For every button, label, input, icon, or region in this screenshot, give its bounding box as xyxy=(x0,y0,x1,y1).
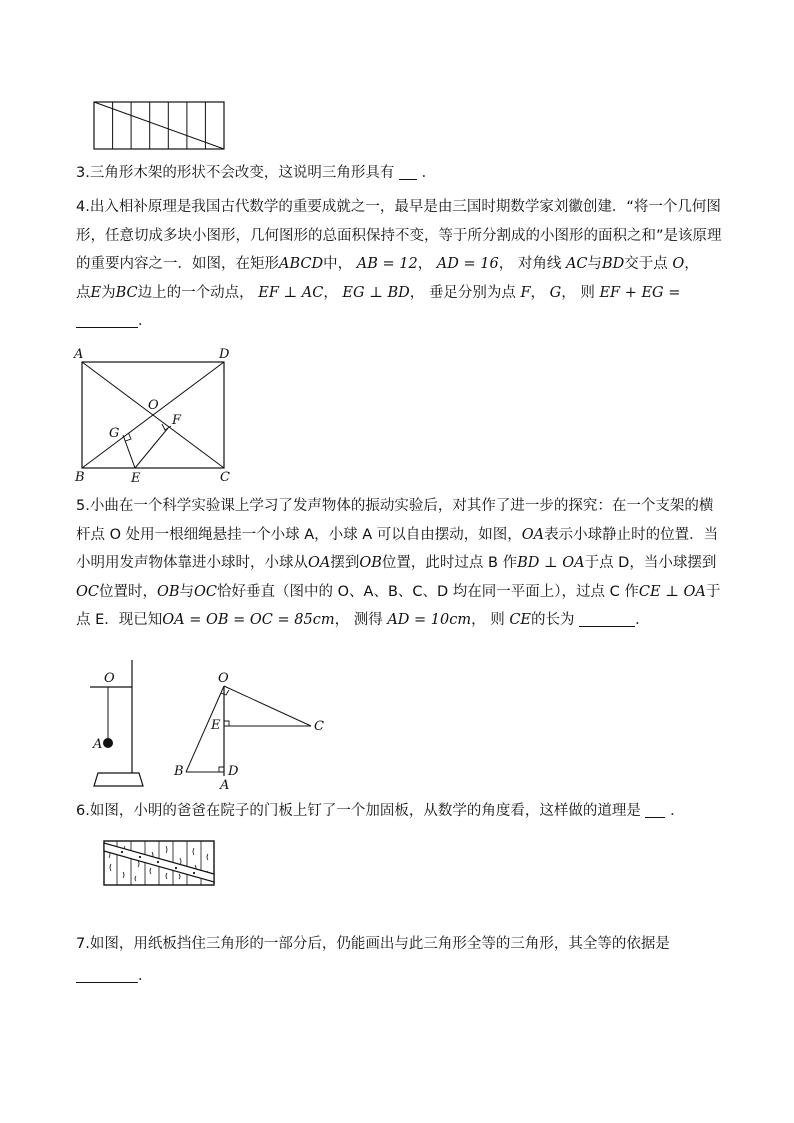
question-6: 6.如图，小明的爸爸在院子的门板上钉了一个加固板，从数学的角度看，这样做的道理是 ． xyxy=(76,803,685,819)
answer-blank-5[interactable] xyxy=(579,612,635,627)
label-E: E xyxy=(211,718,221,733)
question-7 xyxy=(76,930,722,990)
question-3: 3.三角形木架的形状不会改变，这说明三角形具有 ． xyxy=(76,165,437,181)
question-4-line-3: 的重要内容之一．如图，在矩形ABCD中， AB = 12， AD = 16， 对角线 AC与BD交于点 O， xyxy=(76,256,699,272)
swing-triangle-figure xyxy=(172,668,332,796)
label-O: O xyxy=(218,671,229,686)
label-F: F xyxy=(172,413,182,428)
answer-blank-6[interactable] xyxy=(645,803,665,818)
rectangle-abcd-figure xyxy=(70,342,240,484)
label-D: D xyxy=(228,764,239,779)
question-4-line-4: 点E为BC边上的一个动点， EF ⊥ AC， EG ⊥ BD， 垂足分别为点 F， G， 则 EF + EG = xyxy=(76,284,681,301)
label-A: A xyxy=(74,347,84,362)
pendulum-stand-figure xyxy=(86,660,158,790)
label-B: B xyxy=(75,470,85,484)
label-A: A xyxy=(220,778,230,793)
question-5-line-1: 5.小曲在一个科学实验课上学习了发声物体的振动实验后，对其作了进一步的探究：在一个支架的横 xyxy=(76,498,714,514)
label-C: C xyxy=(314,719,324,734)
label-C: C xyxy=(220,470,230,484)
answer-blank-7[interactable] xyxy=(76,968,138,983)
question-4-line-2: 形，任意切成多块小图形，几何图形的总面积保持不变，等于所分割成的小图形的面积之和”是该原理 xyxy=(76,227,722,244)
question-5-line-5: 点 E．现已知OA = OB = OC = 85cm， 测得 AD = 10cm， 则 CE的长为 ． xyxy=(76,612,650,628)
label-E: E xyxy=(131,471,141,484)
question-4-line-5: ． xyxy=(76,307,722,336)
question-7-line-1: 7.如图，用纸板挡住三角形的一部分后，仍能画出与此三角形全等的三角形，其全等的依据是 xyxy=(76,936,670,952)
answer-blank-4[interactable] xyxy=(76,313,138,328)
question-5-line-3: 小明用发声物体靠进小球时，小球从OA摆到OB位置，此时过点 B 作BD ⊥ OA于点 D，当小球摆到 xyxy=(76,555,717,571)
label-O: O xyxy=(148,398,159,413)
label-A-stand: A xyxy=(93,737,103,752)
grid-rectangle-figure xyxy=(92,100,228,152)
question-5 xyxy=(76,492,722,635)
wooden-door-figure xyxy=(100,838,220,888)
label-O-stand: O xyxy=(104,671,115,686)
question-3-text: 3.三角形木架的形状不会改变，这说明三角形具有 xyxy=(76,165,395,181)
question-4 xyxy=(76,193,722,336)
question-5-line-4: OC位置时，OB与OC恰好垂直（图中的 O、A、B、C、D 均在同一平面上），过点 C 作CE ⊥ OA于 xyxy=(76,583,721,600)
question-4-line-1: 4.出入相补原理是我国古代数学的重要成就之一，最早是由三国时期数学家刘徽创建．“将一个几何图 xyxy=(76,199,721,215)
question-5-line-2: 杆点 O 处用一根细绳悬挂一个小球 A，小球 A 可以自由摆动，如图，OA表示小球静止时的位置．当 xyxy=(76,526,719,543)
question-6-text: 6.如图，小明的爸爸在院子的门板上钉了一个加固板，从数学的角度看，这样做的道理是 xyxy=(76,803,641,819)
label-D: D xyxy=(219,347,230,362)
answer-blank-3[interactable] xyxy=(399,165,417,180)
label-B: B xyxy=(174,764,184,779)
label-G: G xyxy=(109,426,120,441)
question-7-line-2: ． xyxy=(76,962,722,991)
